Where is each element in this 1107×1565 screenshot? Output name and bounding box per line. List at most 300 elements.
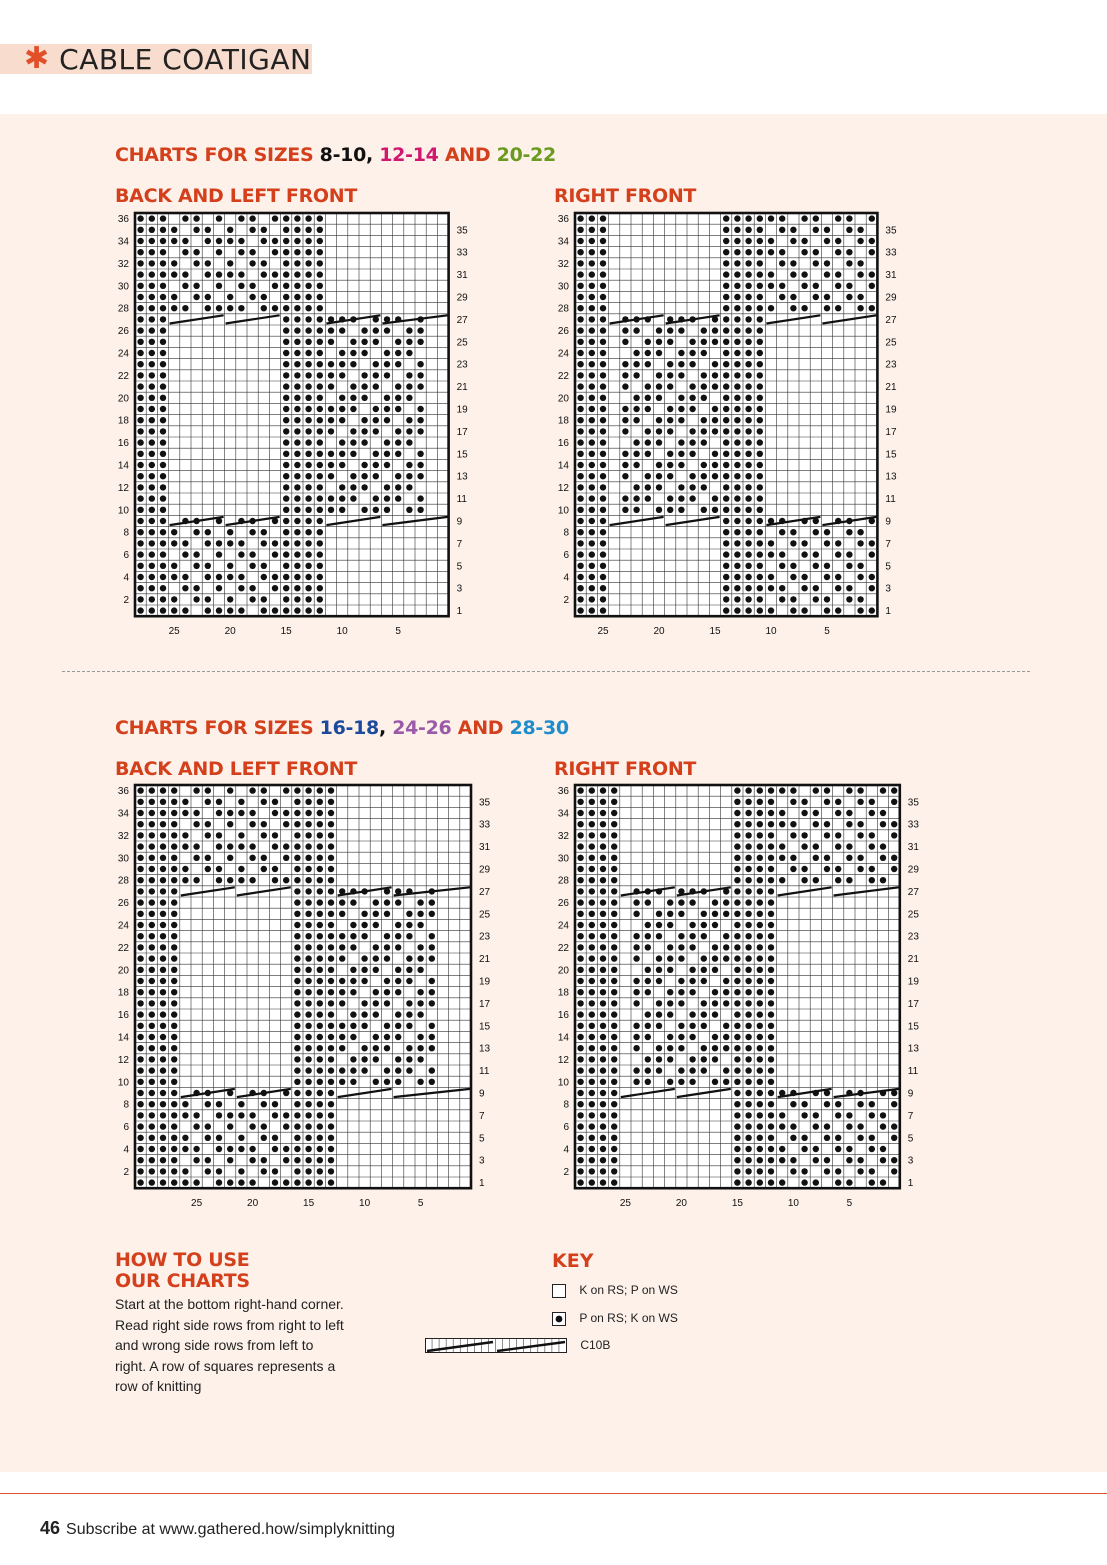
purl-stitch — [305, 1023, 311, 1029]
purl-stitch — [417, 1056, 423, 1062]
purl-stitch — [633, 1067, 639, 1073]
purl-stitch — [645, 978, 651, 984]
purl-stitch — [317, 810, 323, 816]
purl-stitch — [137, 1023, 143, 1029]
purl-stitch — [757, 484, 763, 490]
purl-stitch — [238, 877, 244, 883]
purl-stitch — [757, 787, 763, 793]
purl-stitch — [261, 1157, 267, 1163]
purl-stitch — [305, 1146, 311, 1152]
purl-stitch — [373, 922, 379, 928]
purl-stitch — [734, 843, 740, 849]
purl-stitch — [216, 283, 222, 289]
purl-stitch — [317, 462, 323, 468]
purl-stitch — [712, 473, 718, 479]
purl-stitch — [305, 888, 311, 894]
purl-stitch — [723, 607, 729, 613]
purl-stitch — [283, 843, 289, 849]
purl-stitch — [261, 238, 267, 244]
how-to-body: Start at the bottom right-hand corner. Read right side rows from right to left and wrong side rows from left to right. A row of squares represents a row of knitting — [115, 1296, 344, 1394]
purl-stitch — [600, 607, 606, 613]
purl-stitch — [384, 406, 390, 412]
purl-stitch — [734, 327, 740, 333]
purl-stitch — [667, 327, 673, 333]
purl-stitch — [406, 428, 412, 434]
purl-stitch — [305, 1079, 311, 1085]
purl-stitch — [339, 1023, 345, 1029]
purl-stitch — [149, 1090, 155, 1096]
purl-stitch — [600, 495, 606, 501]
purl-stitch — [272, 877, 278, 883]
purl-stitch — [261, 1135, 267, 1141]
purl-stitch — [272, 283, 278, 289]
purl-stitch — [757, 439, 763, 445]
purl-stitch — [745, 361, 751, 367]
purl-stitch — [417, 967, 423, 973]
purl-stitch — [249, 551, 255, 557]
purl-stitch — [689, 967, 695, 973]
purl-stitch — [137, 473, 143, 479]
purl-stitch — [857, 294, 863, 300]
purl-stitch — [160, 832, 166, 838]
purl-stitch — [757, 283, 763, 289]
purl-stitch — [249, 1179, 255, 1185]
purl-stitch — [813, 1123, 819, 1129]
row-label: 22 — [117, 370, 129, 382]
purl-stitch — [317, 372, 323, 378]
purl-stitch — [600, 989, 606, 995]
purl-stitch — [600, 451, 606, 457]
purl-stitch — [757, 978, 763, 984]
purl-stitch — [600, 955, 606, 961]
purl-stitch — [813, 215, 819, 221]
purl-stitch — [577, 215, 583, 221]
purl-stitch — [813, 563, 819, 569]
purl-stitch — [160, 855, 166, 861]
purl-stitch — [171, 1179, 177, 1185]
purl-stitch — [384, 911, 390, 917]
purl-stitch — [600, 1168, 606, 1174]
purl-stitch — [589, 1045, 595, 1051]
purl-stitch — [577, 799, 583, 805]
purl-stitch — [294, 462, 300, 468]
purl-stitch — [294, 1011, 300, 1017]
purl-stitch — [768, 922, 774, 928]
purl-stitch — [339, 361, 345, 367]
purl-stitch — [137, 283, 143, 289]
purl-stitch — [611, 1101, 617, 1107]
purl-stitch — [678, 507, 684, 513]
purl-stitch — [678, 1045, 684, 1051]
purl-stitch — [846, 585, 852, 591]
purl-stitch — [305, 339, 311, 345]
row-label: 14 — [557, 460, 569, 472]
purl-stitch — [406, 327, 412, 333]
purl-stitch — [701, 922, 707, 928]
purl-stitch — [891, 1157, 897, 1163]
purl-stitch — [757, 551, 763, 557]
knitting-chart-right-front-large — [550, 782, 930, 1212]
purl-stitch — [734, 933, 740, 939]
purl-stitch — [577, 372, 583, 378]
purl-stitch — [745, 439, 751, 445]
purl-stitch — [137, 1112, 143, 1118]
column-label: 15 — [280, 626, 292, 638]
purl-stitch — [645, 1067, 651, 1073]
purl-stitch — [589, 473, 595, 479]
purl-stitch — [395, 406, 401, 412]
purl-stitch — [779, 294, 785, 300]
purl-stitch — [689, 361, 695, 367]
purl-stitch — [305, 305, 311, 311]
purl-stitch — [160, 888, 166, 894]
purl-stitch — [656, 339, 662, 345]
purl-stitch — [261, 821, 267, 827]
row-label: 16 — [557, 438, 569, 450]
row-label: 6 — [123, 1122, 129, 1134]
purl-stitch — [317, 473, 323, 479]
purl-stitch — [406, 507, 412, 513]
purl-stitch — [261, 607, 267, 613]
purl-stitch — [137, 316, 143, 322]
purl-stitch — [216, 1135, 222, 1141]
purl-stitch — [283, 238, 289, 244]
purl-stitch — [261, 271, 267, 277]
purl-stitch — [384, 1023, 390, 1029]
purl-stitch — [294, 933, 300, 939]
purl-stitch — [577, 866, 583, 872]
row-label: 21 — [479, 954, 491, 966]
purl-stitch — [283, 540, 289, 546]
purl-stitch — [678, 327, 684, 333]
purl-stitch — [261, 294, 267, 300]
purl-stitch — [667, 495, 673, 501]
purl-stitch — [734, 978, 740, 984]
purl-stitch — [305, 1034, 311, 1040]
purl-stitch — [182, 799, 188, 805]
purl-stitch — [723, 339, 729, 345]
purl-stitch — [801, 585, 807, 591]
purl-stitch — [779, 810, 785, 816]
purl-stitch — [813, 843, 819, 849]
purl-stitch — [589, 238, 595, 244]
purl-stitch — [261, 563, 267, 569]
purl-stitch — [294, 607, 300, 613]
purl-stitch — [645, 484, 651, 490]
purl-stitch — [745, 1101, 751, 1107]
purl-stitch — [137, 1056, 143, 1062]
purl-stitch — [305, 1123, 311, 1129]
empty-square-icon — [552, 1284, 566, 1298]
purl-stitch — [701, 428, 707, 434]
purl-stitch — [835, 1135, 841, 1141]
purl-stitch — [745, 327, 751, 333]
purl-stitch — [160, 540, 166, 546]
purl-stitch — [350, 1079, 356, 1085]
row-label: 10 — [557, 1077, 569, 1089]
purl-stitch — [373, 1000, 379, 1006]
purl-stitch — [149, 607, 155, 613]
row-label: 24 — [557, 348, 569, 360]
purl-stitch — [768, 1067, 774, 1073]
purl-stitch — [137, 350, 143, 356]
purl-stitch — [160, 529, 166, 535]
purl-stitch — [283, 507, 289, 513]
purl-stitch — [824, 1135, 830, 1141]
purl-stitch — [294, 989, 300, 995]
purl-stitch — [317, 585, 323, 591]
purl-stitch — [734, 372, 740, 378]
purl-stitch — [622, 473, 628, 479]
purl-stitch — [328, 406, 334, 412]
purl-stitch — [160, 518, 166, 524]
purl-stitch — [577, 383, 583, 389]
purl-stitch — [846, 810, 852, 816]
purl-stitch — [294, 843, 300, 849]
purl-stitch — [137, 215, 143, 221]
purl-stitch — [294, 821, 300, 827]
row-label: 3 — [456, 583, 463, 595]
column-label: 15 — [709, 626, 721, 638]
row-label: 13 — [885, 471, 897, 483]
purl-stitch — [171, 529, 177, 535]
purl-stitch — [305, 529, 311, 535]
purl-stitch — [417, 495, 423, 501]
purl-stitch — [417, 922, 423, 928]
purl-stitch — [149, 406, 155, 412]
purl-stitch — [373, 417, 379, 423]
purl-stitch — [734, 1112, 740, 1118]
purl-stitch — [678, 955, 684, 961]
purl-stitch — [577, 832, 583, 838]
row-label: 13 — [907, 1043, 919, 1055]
row-label: 5 — [885, 561, 891, 573]
purl-stitch — [734, 294, 740, 300]
purl-stitch — [160, 462, 166, 468]
purl-stitch — [160, 585, 166, 591]
purl-stitch — [768, 1157, 774, 1163]
purl-stitch — [249, 821, 255, 827]
row-label: 27 — [885, 314, 897, 326]
purl-stitch — [193, 215, 199, 221]
purl-stitch — [305, 607, 311, 613]
purl-stitch — [272, 1112, 278, 1118]
purl-stitch — [294, 1123, 300, 1129]
purl-stitch — [171, 1000, 177, 1006]
column-label: 20 — [247, 1198, 259, 1210]
purl-stitch — [350, 473, 356, 479]
purl-stitch — [182, 1146, 188, 1152]
purl-stitch — [350, 339, 356, 345]
purl-stitch — [589, 1112, 595, 1118]
purl-stitch — [813, 294, 819, 300]
purl-stitch — [824, 260, 830, 266]
purl-stitch — [734, 1179, 740, 1185]
purl-stitch — [216, 866, 222, 872]
purl-stitch — [667, 417, 673, 423]
purl-stitch — [656, 911, 662, 917]
row-label: 12 — [557, 1054, 569, 1066]
purl-stitch — [656, 1067, 662, 1073]
purl-stitch — [745, 911, 751, 917]
purl-stitch — [384, 1079, 390, 1085]
purl-stitch — [283, 1146, 289, 1152]
purl-stitch — [205, 799, 211, 805]
purl-stitch — [734, 473, 740, 479]
purl-stitch — [137, 787, 143, 793]
purl-stitch — [577, 955, 583, 961]
purl-stitch — [417, 944, 423, 950]
purl-stitch — [171, 574, 177, 580]
key-title: KEY — [552, 1250, 594, 1272]
purl-stitch — [745, 372, 751, 378]
purl-stitch — [305, 551, 311, 557]
footer-link[interactable]: Subscribe at www.gathered.how/simplyknitting — [66, 1521, 396, 1538]
purl-stitch — [160, 877, 166, 883]
purl-stitch — [835, 877, 841, 883]
purl-stitch — [261, 1168, 267, 1174]
purl-stitch — [790, 821, 796, 827]
purl-stitch — [645, 428, 651, 434]
purl-stitch — [857, 596, 863, 602]
section-heading-1: CHARTS FOR SIZES 8-10, 12-14 AND 20-22 — [115, 144, 556, 166]
purl-stitch — [745, 855, 751, 861]
purl-stitch — [294, 428, 300, 434]
purl-stitch — [317, 1090, 323, 1096]
purl-stitch — [857, 607, 863, 613]
purl-stitch — [137, 596, 143, 602]
purl-stitch — [857, 529, 863, 535]
purl-stitch — [813, 1157, 819, 1163]
purl-stitch — [328, 799, 334, 805]
purl-stitch — [182, 1101, 188, 1107]
purl-stitch — [790, 563, 796, 569]
purl-stitch — [745, 529, 751, 535]
purl-stitch — [757, 451, 763, 457]
purl-stitch — [160, 383, 166, 389]
purl-stitch — [137, 327, 143, 333]
purl-stitch — [350, 1023, 356, 1029]
purl-stitch — [361, 911, 367, 917]
purl-stitch — [745, 260, 751, 266]
purl-stitch — [813, 1179, 819, 1185]
purl-stitch — [600, 507, 606, 513]
purl-stitch — [171, 888, 177, 894]
row-label: 10 — [117, 505, 129, 517]
purl-stitch — [723, 1079, 729, 1085]
purl-stitch — [611, 787, 617, 793]
purl-stitch — [745, 383, 751, 389]
purl-stitch — [205, 607, 211, 613]
purl-stitch — [589, 327, 595, 333]
purl-stitch — [757, 563, 763, 569]
purl-stitch — [645, 439, 651, 445]
row-label: 20 — [117, 393, 129, 405]
purl-stitch — [373, 899, 379, 905]
purl-stitch — [589, 911, 595, 917]
purl-stitch — [249, 294, 255, 300]
row-label: 29 — [479, 864, 491, 876]
purl-stitch — [294, 596, 300, 602]
purl-stitch — [328, 1034, 334, 1040]
purl-stitch — [160, 495, 166, 501]
purl-stitch — [171, 1146, 177, 1152]
purl-stitch — [294, 417, 300, 423]
purl-stitch — [757, 1056, 763, 1062]
purl-stitch — [193, 810, 199, 816]
purl-stitch — [757, 1168, 763, 1174]
purl-stitch — [137, 799, 143, 805]
purl-stitch — [149, 495, 155, 501]
purl-stitch — [835, 238, 841, 244]
purl-stitch — [689, 1034, 695, 1040]
purl-stitch — [723, 484, 729, 490]
purl-stitch — [160, 439, 166, 445]
purl-stitch — [361, 1011, 367, 1017]
purl-stitch — [137, 810, 143, 816]
purl-stitch — [813, 227, 819, 233]
purl-stitch — [701, 484, 707, 490]
purl-stitch — [205, 787, 211, 793]
row-label: 25 — [907, 909, 919, 921]
row-label: 32 — [557, 830, 569, 842]
purl-stitch — [723, 955, 729, 961]
purl-stitch — [149, 1168, 155, 1174]
purl-stitch — [317, 877, 323, 883]
purl-stitch — [656, 955, 662, 961]
purl-stitch — [712, 967, 718, 973]
row-label: 27 — [456, 314, 468, 326]
purl-stitch — [272, 866, 278, 872]
purl-stitch — [600, 574, 606, 580]
footer-rule — [0, 1493, 1107, 1494]
purl-stitch — [734, 350, 740, 356]
purl-stitch — [305, 540, 311, 546]
key-item-purl: P on RS; K on WS — [552, 1311, 678, 1326]
purl-stitch — [857, 866, 863, 872]
purl-stitch — [622, 428, 628, 434]
purl-stitch — [305, 417, 311, 423]
purl-stitch — [406, 955, 412, 961]
purl-stitch — [757, 832, 763, 838]
purl-stitch — [577, 1034, 583, 1040]
purl-stitch — [406, 417, 412, 423]
purl-stitch — [261, 305, 267, 311]
purl-stitch — [395, 944, 401, 950]
purl-stitch — [745, 989, 751, 995]
purl-stitch — [193, 1123, 199, 1129]
purl-stitch — [216, 843, 222, 849]
purl-stitch — [678, 439, 684, 445]
purl-stitch — [600, 294, 606, 300]
row-label: 25 — [479, 909, 491, 921]
purl-stitch — [137, 439, 143, 445]
purl-stitch — [395, 1056, 401, 1062]
purl-stitch — [633, 327, 639, 333]
purl-stitch — [757, 507, 763, 513]
purl-stitch — [835, 305, 841, 311]
purl-stitch — [361, 933, 367, 939]
purl-stitch — [361, 395, 367, 401]
purl-stitch — [667, 372, 673, 378]
purl-stitch — [149, 283, 155, 289]
purl-stitch — [622, 495, 628, 501]
row-label: 18 — [117, 987, 129, 999]
purl-stitch — [160, 316, 166, 322]
purl-stitch — [137, 484, 143, 490]
purl-stitch — [283, 327, 289, 333]
purl-stitch — [734, 1023, 740, 1029]
